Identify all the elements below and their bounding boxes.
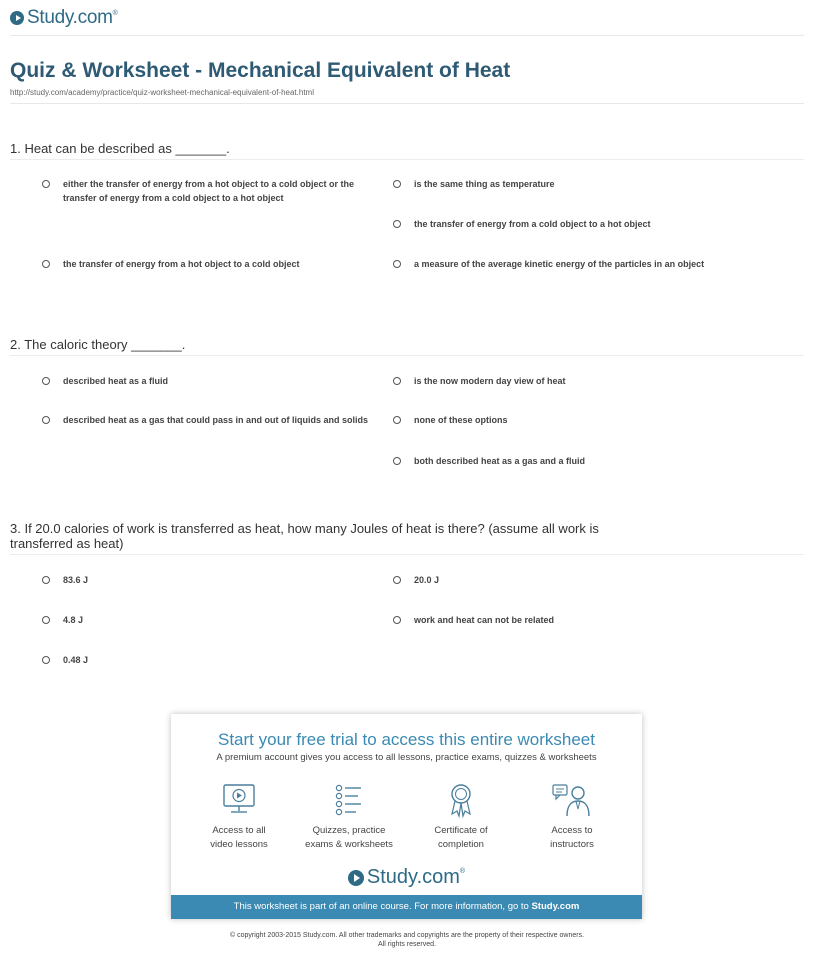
feature-label: Certificate of xyxy=(434,825,488,836)
answer-option[interactable] xyxy=(42,374,382,388)
study-logo[interactable] xyxy=(10,7,118,29)
feature-label: exams & worksheets xyxy=(305,839,393,850)
feature-instructors xyxy=(522,782,622,852)
feature-quizzes xyxy=(299,782,399,852)
answer-option[interactable] xyxy=(393,454,723,468)
radio-icon[interactable] xyxy=(393,377,401,385)
radio-icon[interactable] xyxy=(393,180,401,188)
course-info-text: This worksheet is part of an online course. For more information, go to xyxy=(233,901,529,912)
question-2: 2. The caloric theory _______. xyxy=(10,337,186,352)
answer-option[interactable] xyxy=(42,613,382,627)
question-1: 1. Heat can be described as _______. xyxy=(10,141,230,156)
answer-option[interactable] xyxy=(393,613,723,627)
answer-label: both described heat as a gas and a fluid xyxy=(414,456,586,466)
title-divider xyxy=(10,103,804,104)
feature-label: Access to all xyxy=(212,825,266,836)
answer-option[interactable] xyxy=(42,257,382,271)
study-link[interactable]: Study.com xyxy=(531,901,580,912)
promo-headline[interactable]: Start your free trial to access this entire worksheet xyxy=(218,730,595,749)
radio-icon[interactable] xyxy=(42,656,50,664)
answer-label: 20.0 J xyxy=(414,575,440,585)
radio-icon[interactable] xyxy=(393,220,401,228)
answer-label: either the transfer of energy from a hot object to a cold object or the transfer of energy from a cold object to a hot object xyxy=(63,179,355,203)
answer-label: a measure of the average kinetic energy of the particles in an object xyxy=(414,259,705,269)
certificate-icon xyxy=(441,782,481,818)
promo-subline: A premium account gives you access to all lessons, practice exams, quizzes & worksheets xyxy=(216,752,597,763)
radio-icon[interactable] xyxy=(42,416,50,424)
feature-video-lessons xyxy=(189,782,289,852)
answer-option[interactable] xyxy=(42,413,382,427)
answer-option[interactable] xyxy=(393,573,723,587)
radio-icon[interactable] xyxy=(393,416,401,424)
answer-label: work and heat can not be related xyxy=(414,615,555,625)
answer-label: described heat as a fluid xyxy=(63,376,169,386)
question-2-divider xyxy=(10,355,804,356)
logo-wordmark: Study.com xyxy=(366,866,460,888)
answer-label: is the same thing as temperature xyxy=(414,179,555,189)
page-url: http://study.com/academy/practice/quiz-worksheet-mechanical-equivalent-of-heat.html xyxy=(10,88,314,97)
radio-icon[interactable] xyxy=(42,377,50,385)
radio-icon[interactable] xyxy=(393,457,401,465)
instructor-icon xyxy=(550,782,594,818)
answer-option[interactable] xyxy=(393,217,723,231)
course-info-bar xyxy=(171,895,642,919)
answer-label: the transfer of energy from a hot object to a cold object xyxy=(63,259,300,269)
free-trial-promo[interactable] xyxy=(171,714,642,919)
video-lesson-icon xyxy=(219,782,259,818)
answer-option[interactable] xyxy=(42,573,382,587)
answer-label: 0.48 J xyxy=(63,655,89,665)
page-title: Quiz & Worksheet - Mechanical Equivalent of Heat xyxy=(10,59,511,82)
radio-icon[interactable] xyxy=(42,616,50,624)
radio-icon[interactable] xyxy=(393,576,401,584)
question-1-divider xyxy=(10,159,804,160)
radio-icon[interactable] xyxy=(393,260,401,268)
answer-option[interactable] xyxy=(42,653,382,667)
feature-label: Access to xyxy=(551,825,593,836)
answer-option[interactable] xyxy=(393,374,723,388)
feature-label: video lessons xyxy=(210,839,268,850)
answer-option[interactable] xyxy=(42,177,382,205)
quiz-list-icon xyxy=(329,782,369,818)
radio-icon[interactable] xyxy=(42,260,50,268)
question-3-divider xyxy=(10,554,804,555)
header-divider xyxy=(10,35,804,36)
copyright-notice xyxy=(0,931,814,949)
answer-label: 4.8 J xyxy=(63,615,84,625)
question-3: 3. If 20.0 calories of work is transferred as heat, how many Joules of heat is there? (assume all work is transferred as heat) xyxy=(10,521,599,551)
radio-icon[interactable] xyxy=(42,576,50,584)
promo-study-logo[interactable] xyxy=(171,866,642,889)
feature-label: completion xyxy=(438,839,484,850)
answer-label: described heat as a gas that could pass in and out of liquids and solids xyxy=(63,415,369,425)
radio-icon[interactable] xyxy=(393,616,401,624)
answer-option[interactable] xyxy=(393,257,723,271)
answer-label: is the now modern day view of heat xyxy=(414,376,566,386)
logo-trademark: ® xyxy=(459,868,466,875)
logo-trademark: ® xyxy=(112,10,118,17)
copyright-line: © copyright 2003-2015 Study.com. All other trademarks and copyrights are the property of their respective owners. xyxy=(229,932,585,939)
answer-option[interactable] xyxy=(393,413,723,427)
play-logo-icon xyxy=(348,870,364,886)
answer-label: none of these options xyxy=(414,415,508,425)
radio-icon[interactable] xyxy=(42,180,50,188)
feature-label: Quizzes, practice xyxy=(312,825,386,836)
answer-option[interactable] xyxy=(393,177,723,191)
answer-label: the transfer of energy from a cold object to a hot object xyxy=(414,219,651,229)
feature-certificate xyxy=(411,782,511,852)
logo-wordmark: Study.com xyxy=(27,7,113,28)
copyright-line: All rights reserved. xyxy=(378,941,436,948)
answer-label: 83.6 J xyxy=(63,575,89,585)
play-logo-icon xyxy=(10,11,24,25)
feature-label: instructors xyxy=(550,839,594,850)
